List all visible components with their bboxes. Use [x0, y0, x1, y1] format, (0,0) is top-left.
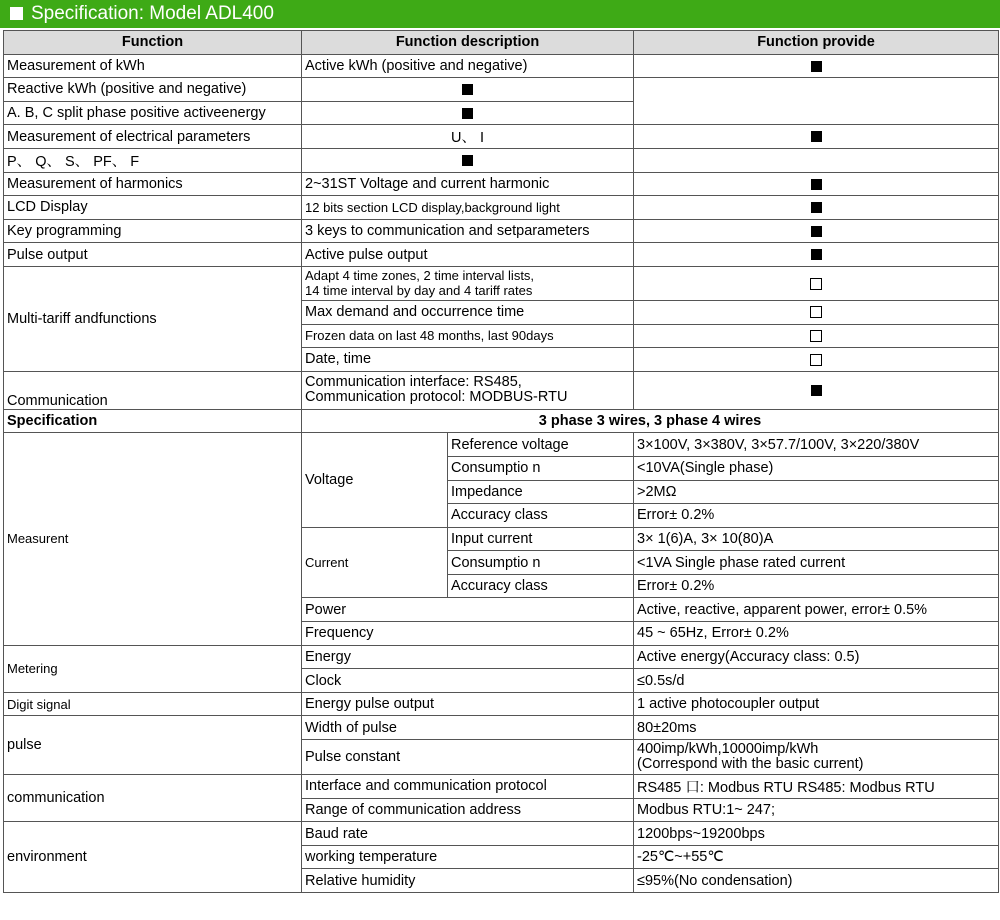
function-name: Measurement of electrical parameters	[4, 125, 302, 149]
function-name: Multi-tariff andfunctions	[4, 266, 302, 371]
table-row	[4, 645, 999, 669]
pulse-label: pulse	[4, 716, 302, 775]
function-name: Communication	[4, 371, 302, 409]
table-row	[4, 125, 999, 149]
param-value: 80±20ms	[634, 716, 999, 740]
param-name: Interface and communication protocol	[302, 775, 634, 799]
filled-square-icon	[811, 202, 822, 213]
function-name: A. B, C split phase positive activeenergy	[4, 101, 302, 125]
provide-cell	[302, 148, 634, 172]
provide-cell	[634, 196, 999, 220]
header-provide: Function provide	[634, 31, 999, 55]
spec-label: Specification	[4, 409, 302, 433]
provide-cell	[634, 243, 999, 267]
spec-value: 3 phase 3 wires, 3 phase 4 wires	[302, 409, 999, 433]
provide-cell	[634, 219, 999, 243]
function-desc: Max demand and occurrence time	[302, 300, 634, 324]
table-row	[4, 822, 999, 846]
provide-cell	[634, 324, 999, 348]
filled-square-icon	[811, 131, 822, 142]
env-label: environment	[4, 822, 302, 893]
param-name: Range of communication address	[302, 798, 634, 822]
function-desc: Date, time	[302, 348, 634, 372]
provide-cell	[634, 371, 999, 409]
function-name: Measurement of kWh	[4, 54, 302, 78]
param-name: Energy pulse output	[302, 692, 634, 716]
param-name: Width of pulse	[302, 716, 634, 740]
empty-square-icon	[810, 354, 822, 366]
table-row	[4, 775, 999, 799]
function-name: LCD Display	[4, 196, 302, 220]
param-value: -25℃~+55℃	[634, 845, 999, 869]
table-row	[4, 371, 999, 409]
param-name: Impedance	[448, 480, 634, 504]
header-function: Function	[4, 31, 302, 55]
param-name: Frequency	[302, 622, 634, 646]
param-name: Baud rate	[302, 822, 634, 846]
param-value: >2MΩ	[634, 480, 999, 504]
function-desc: 2~31ST Voltage and current harmonic	[302, 172, 634, 196]
param-name: Energy	[302, 645, 634, 669]
function-name: P、 Q、 S、 PF、 F	[4, 148, 302, 172]
function-desc: Active pulse output	[302, 243, 634, 267]
param-name: Input current	[448, 527, 634, 551]
filled-square-icon	[462, 84, 473, 95]
function-desc: U、 I	[302, 125, 634, 149]
filled-square-icon	[811, 226, 822, 237]
provide-cell	[634, 348, 999, 372]
filled-square-icon	[811, 61, 822, 72]
empty-cell	[634, 78, 999, 125]
filled-square-icon	[462, 155, 473, 166]
spec-table	[3, 30, 999, 893]
param-value: 45 ~ 65Hz, Error± 0.2%	[634, 622, 999, 646]
param-value: 1 active photocoupler output	[634, 692, 999, 716]
param-name: working temperature	[302, 845, 634, 869]
metering-label: Metering	[4, 645, 302, 692]
provide-cell	[302, 101, 634, 125]
function-desc: Adapt 4 time zones, 2 time interval lists, 14 time interval by day and 4 tariff rates	[302, 266, 634, 300]
filled-square-icon	[462, 108, 473, 119]
table-row	[4, 266, 999, 300]
comm-label: communication	[4, 775, 302, 822]
param-name: Consumptio n	[448, 551, 634, 575]
table-row	[4, 716, 999, 740]
provide-cell	[634, 172, 999, 196]
param-value: ≤95%(No condensation)	[634, 869, 999, 893]
square-icon	[10, 7, 23, 20]
param-name: Reference voltage	[448, 433, 634, 457]
function-desc: Communication interface: RS485, Communication protocol: MODBUS-RTU	[302, 371, 634, 409]
param-value: Active energy(Accuracy class: 0.5)	[634, 645, 999, 669]
table-row	[4, 54, 999, 78]
param-name: Pulse constant	[302, 740, 634, 775]
param-value: Modbus RTU:1~ 247;	[634, 798, 999, 822]
table-row	[4, 433, 999, 457]
function-desc: Frozen data on last 48 months, last 90days	[302, 324, 634, 348]
param-value: <10VA(Single phase)	[634, 456, 999, 480]
spec-header-row	[4, 409, 999, 433]
function-name: Measurement of harmonics	[4, 172, 302, 196]
voltage-label: Voltage	[302, 433, 448, 527]
param-value: 1200bps~19200bps	[634, 822, 999, 846]
empty-square-icon	[810, 330, 822, 342]
filled-square-icon	[811, 385, 822, 396]
measurent-label: Measurent	[4, 433, 302, 645]
empty-square-icon	[810, 306, 822, 318]
function-desc: 12 bits section LCD display,background light	[302, 196, 634, 220]
digit-label: Digit signal	[4, 692, 302, 716]
param-value: 3× 1(6)A, 3× 10(80)A	[634, 527, 999, 551]
param-value: ≤0.5s/d	[634, 669, 999, 693]
page-title: Specification: Model ADL400	[31, 3, 274, 24]
table-row	[4, 219, 999, 243]
function-desc: 3 keys to communication and setparameters	[302, 219, 634, 243]
header-description: Function description	[302, 31, 634, 55]
param-value: <1VA Single phase rated current	[634, 551, 999, 575]
empty-cell	[634, 148, 999, 172]
table-row	[4, 148, 999, 172]
param-name: Power	[302, 598, 634, 622]
function-name: Key programming	[4, 219, 302, 243]
filled-square-icon	[811, 179, 822, 190]
filled-square-icon	[811, 249, 822, 260]
empty-square-icon	[810, 278, 822, 290]
header-row	[4, 31, 999, 55]
table-row	[4, 78, 999, 102]
param-value: RS485 口: Modbus RTU RS485: Modbus RTU	[634, 775, 999, 799]
param-name: Accuracy class	[448, 504, 634, 528]
table-row	[4, 172, 999, 196]
provide-cell	[634, 266, 999, 300]
param-value: 3×100V, 3×380V, 3×57.7/100V, 3×220/380V	[634, 433, 999, 457]
provide-cell	[302, 78, 634, 102]
table-row	[4, 243, 999, 267]
function-desc: Active kWh (positive and negative)	[302, 54, 634, 78]
param-value: Active, reactive, apparent power, error± 0.5%	[634, 598, 999, 622]
param-name: Clock	[302, 669, 634, 693]
title-banner	[0, 0, 1000, 28]
function-name: Reactive kWh (positive and negative)	[4, 78, 302, 102]
table-row	[4, 196, 999, 220]
param-value: Error± 0.2%	[634, 574, 999, 598]
provide-cell	[634, 300, 999, 324]
provide-cell	[634, 125, 999, 149]
param-value: Error± 0.2%	[634, 504, 999, 528]
param-value: 400imp/kWh,10000imp/kWh (Correspond with the basic current)	[634, 740, 999, 775]
provide-cell	[634, 54, 999, 78]
current-label: Current	[302, 527, 448, 598]
param-name: Consumptio n	[448, 456, 634, 480]
function-name: Pulse output	[4, 243, 302, 267]
param-name: Relative humidity	[302, 869, 634, 893]
param-name: Accuracy class	[448, 574, 634, 598]
table-row	[4, 692, 999, 716]
